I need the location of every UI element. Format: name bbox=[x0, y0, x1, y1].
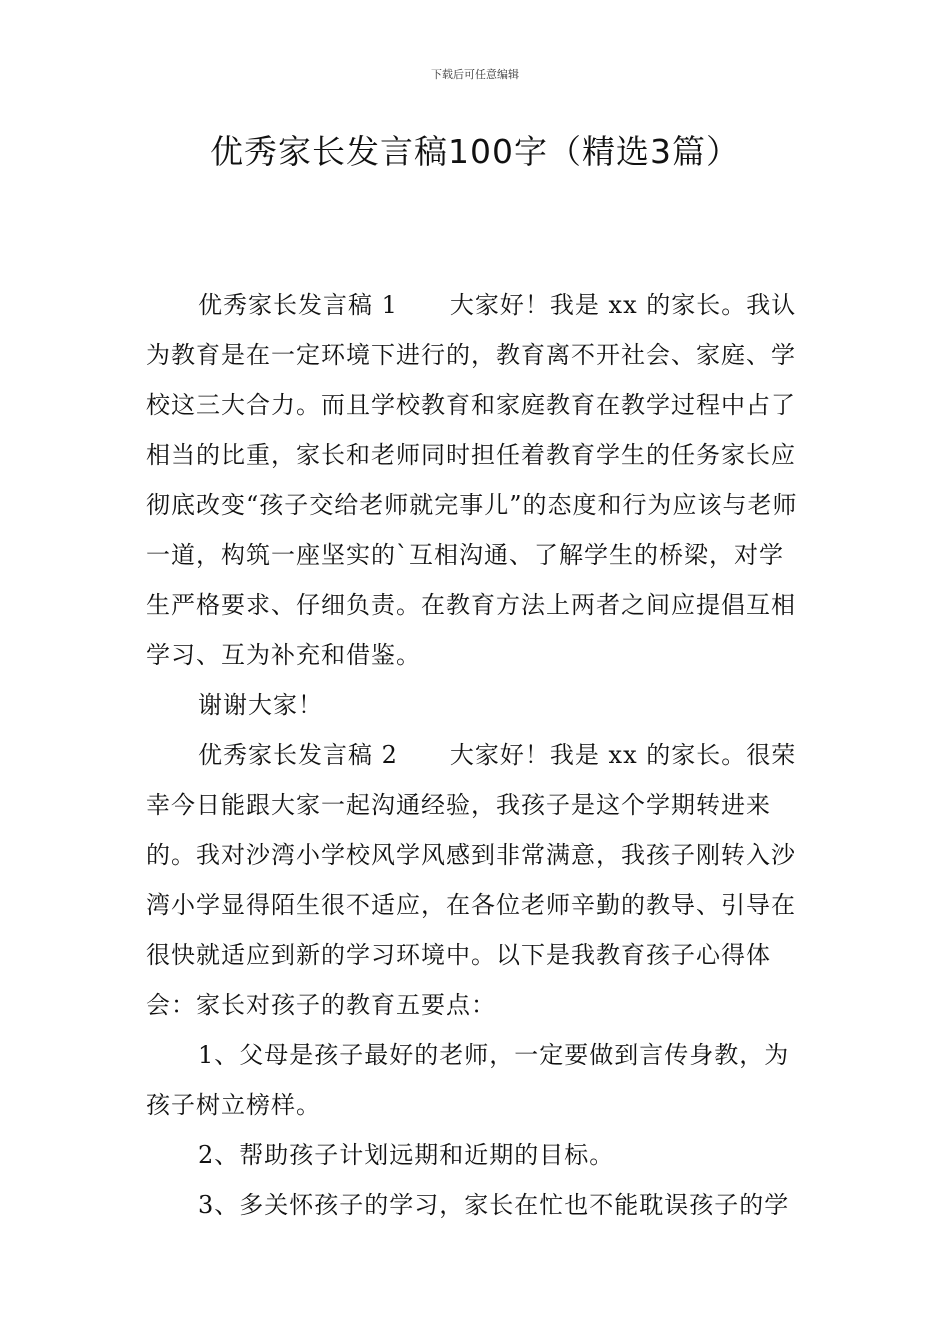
list-item-1 bbox=[146, 1030, 808, 1130]
speech-2-heading: 优秀家长发言稿 2 bbox=[198, 741, 398, 769]
list-item-2 bbox=[146, 1130, 808, 1180]
paragraph-speech-1 bbox=[146, 280, 808, 680]
list-item-1-text: 1、父母是孩子最好的老师，一定要做到言传身教，为孩子树立榜样。 bbox=[146, 1041, 790, 1119]
speech-2-text: 大家好！我是 xx 的家长。很荣幸今日能跟大家一起沟通经验，我孩子是这个学期转进来的。我对沙湾小学校风学风感到非常满意，我孩子刚转入沙湾小学显得陌生很不适应，在各位老师辛勤的教导、引导在很快就适应到新的学习环境中。以下是我教育孩子心得体会：家长对孩子的教育五要点： bbox=[146, 741, 797, 1019]
paragraph-speech-2 bbox=[146, 730, 808, 1030]
speech-1-text: 大家好！我是 xx 的家长。我认为教育是在一定环境下进行的，教育离不开社会、家庭、学校这三大合力。而且学校教育和家庭教育在教学过程中占了相当的比重，家长和老师同时担任着教育学生的任务家长应彻底改变“孩子交给老师就完事儿”的态度和行为应该与老师一道，构筑一座坚实的`互相沟通、了解学生的桥梁，对学生严格要求、仔细负责。在教育方法上两者之间应提倡互相学习、互为补充和借鉴。 bbox=[146, 291, 798, 669]
list-item-2-text: 2、帮助孩子计划远期和近期的目标。 bbox=[198, 1141, 615, 1169]
thanks-text: 谢谢大家！ bbox=[198, 691, 323, 719]
page-header-note: 下载后可任意编辑 bbox=[431, 68, 519, 81]
document-title: 优秀家长发言稿100字（精选3篇） bbox=[210, 132, 740, 171]
list-item-3-text: 3、多关怀孩子的学习，家长在忙也不能耽误孩子的学 bbox=[198, 1191, 790, 1219]
speech-1-heading: 优秀家长发言稿 1 bbox=[198, 291, 398, 319]
document-body bbox=[146, 280, 808, 1230]
list-item-3 bbox=[146, 1180, 808, 1230]
paragraph-thanks bbox=[146, 680, 808, 730]
